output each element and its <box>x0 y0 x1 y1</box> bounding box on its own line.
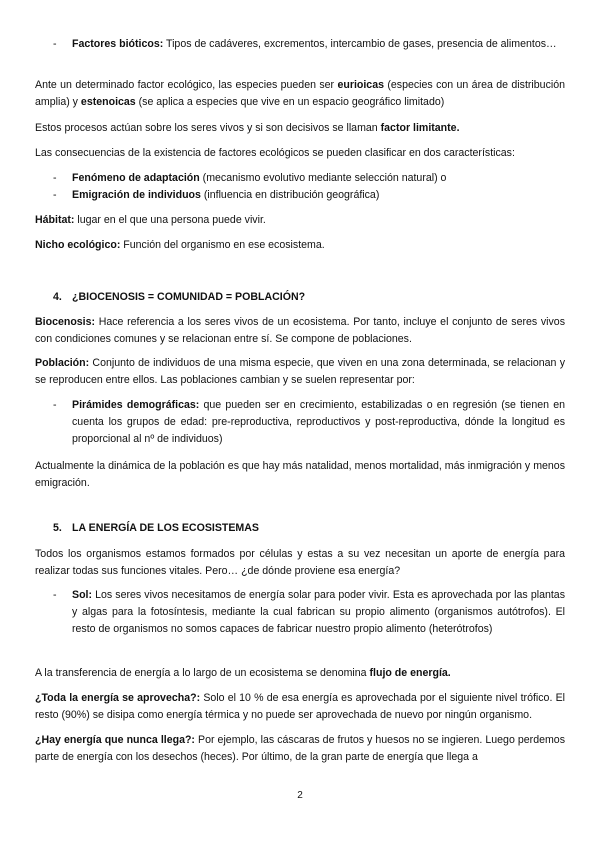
section-heading-5 <box>53 520 259 537</box>
definition: que pueden ser en crecimiento, estabilizadas o en regresión (se tienen en cuenta los grupos de edad: pre-reproductiva, reproductivos y post-reproductiva, dónde la longitud es proporcional al nº de individuos) <box>72 399 565 445</box>
term-nicho: Nicho ecológico: <box>35 239 121 251</box>
term-estenoicas: estenoicas <box>80 96 136 108</box>
section-number: 5. <box>53 522 62 534</box>
bullet-dash: - <box>53 189 57 201</box>
bullet-factores-bioticos <box>53 36 565 53</box>
paragraph-factor-limitante <box>35 120 565 137</box>
definition: lugar en el que una persona puede vivir. <box>74 214 266 226</box>
term-poblacion: Población: <box>35 357 90 369</box>
term-flujo: flujo de energía. <box>369 667 451 679</box>
paragraph-nicho-ecologico <box>35 237 565 254</box>
bullet-text <box>72 36 565 53</box>
page-number: 2 <box>297 790 303 801</box>
bullet-dash: - <box>53 38 57 50</box>
text-run: Ante un determinado factor ecológico, las especies pueden ser <box>35 79 338 91</box>
bullet-text <box>72 170 565 187</box>
text-run: Las consecuencias de la existencia de factores ecológicos se pueden clasificar en dos características: <box>35 147 515 159</box>
bullet-sol <box>53 587 565 638</box>
term: Factores bióticos: <box>72 38 164 50</box>
definition: Los seres vivos necesitamos de energía solar para poder vivir. Esta es aprovechada por las plantas y algas para la fotosíntesis, mediante la cual fabrican su propio alimento (organismos autótrofos). El resto de organismos no somos capaces de fabricar nuestro propio alimento (heterótrofos) <box>72 589 565 635</box>
bullet-dash: - <box>53 399 57 411</box>
term-habitat: Hábitat: <box>35 214 75 226</box>
paragraph-poblacion <box>35 355 565 389</box>
text-run: (especies con un área de distribución amplia) y <box>35 79 565 108</box>
definition: (mecanismo evolutivo mediante selección natural) o <box>199 172 447 184</box>
text-run: Estos procesos actúan sobre los seres vivos y si son decisivos se llaman <box>35 122 381 134</box>
paragraph-organismos <box>35 546 565 580</box>
term: Fenómeno de adaptación <box>72 172 200 184</box>
paragraph-flujo-energia <box>35 665 565 682</box>
question-term: ¿Hay energía que nunca llega?: <box>35 734 195 746</box>
section-title: LA ENERGÍA DE LOS ECOSISTEMAS <box>72 522 259 534</box>
paragraph-consecuencias <box>35 145 565 162</box>
term-biocenosis: Biocenosis: <box>35 316 96 328</box>
paragraph-habitat <box>35 212 565 229</box>
section-number: 4. <box>53 291 62 303</box>
paragraph-toda-energia <box>35 690 565 724</box>
definition: (influencia en distribución geográfica) <box>200 189 380 201</box>
term: Emigración de individuos <box>72 189 201 201</box>
paragraph-dinamica <box>35 458 565 492</box>
definition: Tipos de cadáveres, excrementos, intercambio de gases, presencia de alimentos… <box>163 38 557 50</box>
term-eurioicas: eurioicas <box>337 79 384 91</box>
term: Sol: <box>72 589 93 601</box>
definition: Por ejemplo, las cáscaras de frutos y huesos no se ingieren. Luego perdemos parte de energía con los desechos (heces). Por último, de la gran parte de energía que llega a <box>35 734 565 763</box>
bullet-text <box>72 397 565 448</box>
bullet-emigracion <box>53 187 565 204</box>
bullet-dash: - <box>53 589 57 601</box>
section-title: ¿BIOCENOSIS = COMUNIDAD = POBLACIÓN? <box>72 291 306 303</box>
bullet-text <box>72 587 565 638</box>
term-factor-limitante: factor limitante. <box>380 122 460 134</box>
paragraph-eurioicas <box>35 77 565 111</box>
paragraph-energia-no-llega <box>35 732 565 766</box>
paragraph-biocenosis <box>35 314 565 348</box>
bullet-text <box>72 187 565 204</box>
term: Pirámides demográficas: <box>72 399 200 411</box>
bullet-dash: - <box>53 172 57 184</box>
definition: Hace referencia a los seres vivos de un ecosistema. Por tanto, incluye el conjunto de seres vivos con condiciones comunes y se relacionan entre sí. Se compone de poblaciones. <box>35 316 565 345</box>
text-run: A la transferencia de energía a lo largo de un ecosistema se denomina <box>35 667 370 679</box>
section-heading-4 <box>53 289 305 306</box>
definition: Solo el 10 % de esa energía es aprovechada por el siguiente nivel trófico. El resto (90%) se disipa como energía térmica y no puede ser aprovechada de nuevo por ningún organismo. <box>35 692 566 721</box>
text-run: Actualmente la dinámica de la población es que hay más natalidad, menos mortalidad, más inmigración y menos emigración. <box>35 460 565 489</box>
definition: Función del organismo en ese ecosistema. <box>120 239 325 251</box>
definition: Conjunto de individuos de una misma especie, que viven en una zona determinada, se relacionan y se reproducen entre ellos. Las poblaciones cambian y se suelen representar por: <box>35 357 565 386</box>
question-term: ¿Toda la energía se aprovecha?: <box>35 692 201 704</box>
bullet-piramides <box>53 397 565 448</box>
text-run: (se aplica a especies que vive en un espacio geográfico limitado) <box>135 96 445 108</box>
bullet-adaptacion <box>53 170 565 187</box>
text-run: Todos los organismos estamos formados por células y estas a su vez necesitan un aporte de energía para realizar todas sus funciones vitales. Pero… ¿de dónde proviene esa energía? <box>35 548 565 577</box>
